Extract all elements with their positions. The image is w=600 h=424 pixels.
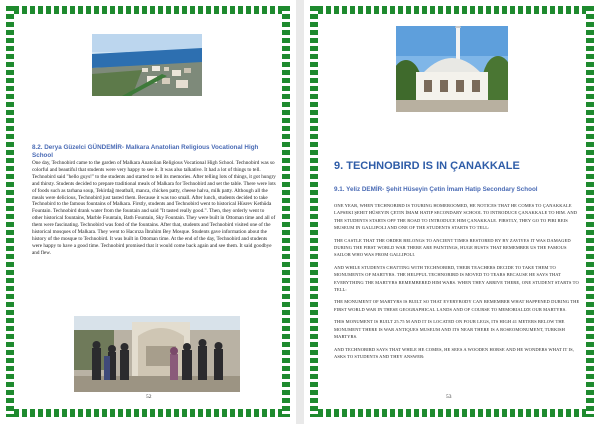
page-border-bottom xyxy=(6,409,290,417)
paragraph: THIS MONUMENT IS BUILT 25.75 M AND IT IS LOCATED ON FOUR LEGS, ITS HIGH 41 METERS BELOW THE MONUMENT THERE IS WAR ANTIQUES MUSEUM AND ITS NEAR THERE IS A ROSEOMONUMENT, TURKISH MARTYRS. xyxy=(334,319,565,340)
section-title: 8.2. Derya Güzelci GÜNDEMİR- Malkara Anatolian Religious Vocational High School xyxy=(32,144,259,159)
page-border-top xyxy=(6,6,290,14)
paragraph: THE MONUMENT OF MARTYRS IS BUILT SO THAT EVERYBODY CAN REMEMBER WHAT HAPPENED DURING THE FIRST WORLD WAR IN THESE GEOGRAPHICAL LANDS AND OF COURSE TO MEMORIALIZE OUR MARTYRS. xyxy=(334,299,580,312)
story-body-text xyxy=(334,202,580,365)
left-page xyxy=(0,0,296,424)
page-border-left xyxy=(310,6,318,417)
page-border-right xyxy=(586,6,594,417)
chapter-title: 9. TECHNOBIRD IS IN ÇANAKKALE xyxy=(334,160,520,172)
page-border-bottom xyxy=(310,409,594,417)
page-border-left xyxy=(6,6,14,417)
page-number: 52 xyxy=(146,394,152,400)
story-body-text: One day, Technobird came to the garden of Malkara Anatolian Religious Vocational High School. Technobird was so colorful and beautiful that students were very happy to see it. It was also talkative. It had a lot of things to tell. Technobird said "hello guys!" to the students and started to tell its memories. After telling lots of things, it got hungry and thirsty. Students decided to prepare traditional meals of Malkara for Technobird and set the table. There were lots of foods such as tarhana soup, Tekirdağ meatball, manca, chicken patty, cheese halva, milk patty. Although all the meals were delicious, Technobird just tasted them. Because it was too small. After lunch, students decided to take Technobird to the famous fountains of Malkara. Firstly, students and Technobird went to historical Hüsrev Kethüda Fountain. Technobird drank water from the fountain and said "It tasted really good.". Then, they orderly went to other historical fountains, Marble Fountain, Bath Fountain, Sky Fountain. They were built in Ottoman time and all of them were fascinating. Technobird was fond of the fountains. After that, students and Technobird visited one of the historical mosques of Malkara. They went to Hacırıza İbrahim Bey Mosque. Students gave information about the history of the mosque to Technobird. It was built in Ottoman time. At the end of the day, Technobird and students were happy to have a good time. Technobird promised that it would come back again and see them. It said goodbye and flew. xyxy=(32,160,276,256)
right-page xyxy=(304,0,600,424)
paragraph: ONE YEAR, WHEN TECHNOBIRD IS TOURING HOMEROOMED, HE NOTICES THAT HE COMES TO ÇANAKKALE LAPSEKI ŞEHIT HÜSEYIN ÇETIN İMAM HATIP SECONDARY SCHOOL TO INTRODUCE ÇANAKKALE TO HIM. AND THE STUDENTS STARTS OFF THE ROAD TO INTRODUCE HIM ÇANAKKALE. FIRSTLY, THEY GO TO PIRI REIS MUSEUM IN GALLIPOLI AND ONE OF THE STUDENTS STARTS TO TELL: xyxy=(334,203,578,231)
page-number: 53 xyxy=(446,394,452,400)
paragraph: AND WHILE STUDENTS CHATTING WITH TECHNOBIRD, THEIR TEACHERS DECIDE TO TAKE THEM TO MONUMENTS OF MARTYRS. THE HELPFUL TECHNOBIRD IS MOVED TO TEARS BECAUSE HE SAYS THAT EVERYTHING THE MARTYRS REMEMBERED HIM WARS. WHEN THEY ARRIVE THERE, ONE STUDENT STARTS TO TELL: xyxy=(334,264,579,293)
section-title: 9.1. Yeliz DEMİR- Şehit Hüseyin Çetin İmam Hatip Secondary School xyxy=(334,186,538,193)
city-aerial-photo xyxy=(92,34,202,96)
mosque-photo xyxy=(396,26,508,112)
paragraph: AND TECHNOBIRD SAYS THAT WHILE HE COMES, HE SEES A WOODEN HORSE AND HE WONDERS WHAT IT IS, ASKS TO STUDENTS AND THEY ANSWER: xyxy=(334,346,574,359)
page-border-right xyxy=(282,6,290,417)
book-gutter xyxy=(296,0,304,424)
page-border-top xyxy=(310,6,594,14)
fountain-photo xyxy=(74,316,240,392)
paragraph: THE CASTLE THAT THE ORDER BELONGS TO ANCIENT TIMES RESTORED BY BY ZAVIYES IT WAS DAMAGED DURING THE FIRST WORLD WAR THERE ARE PAINTINGS, HUGE BUSTS THAT REMEMBER US THE FAMOUS SAILOR WHO WAS FROM GALLIPOLI. xyxy=(334,237,571,258)
